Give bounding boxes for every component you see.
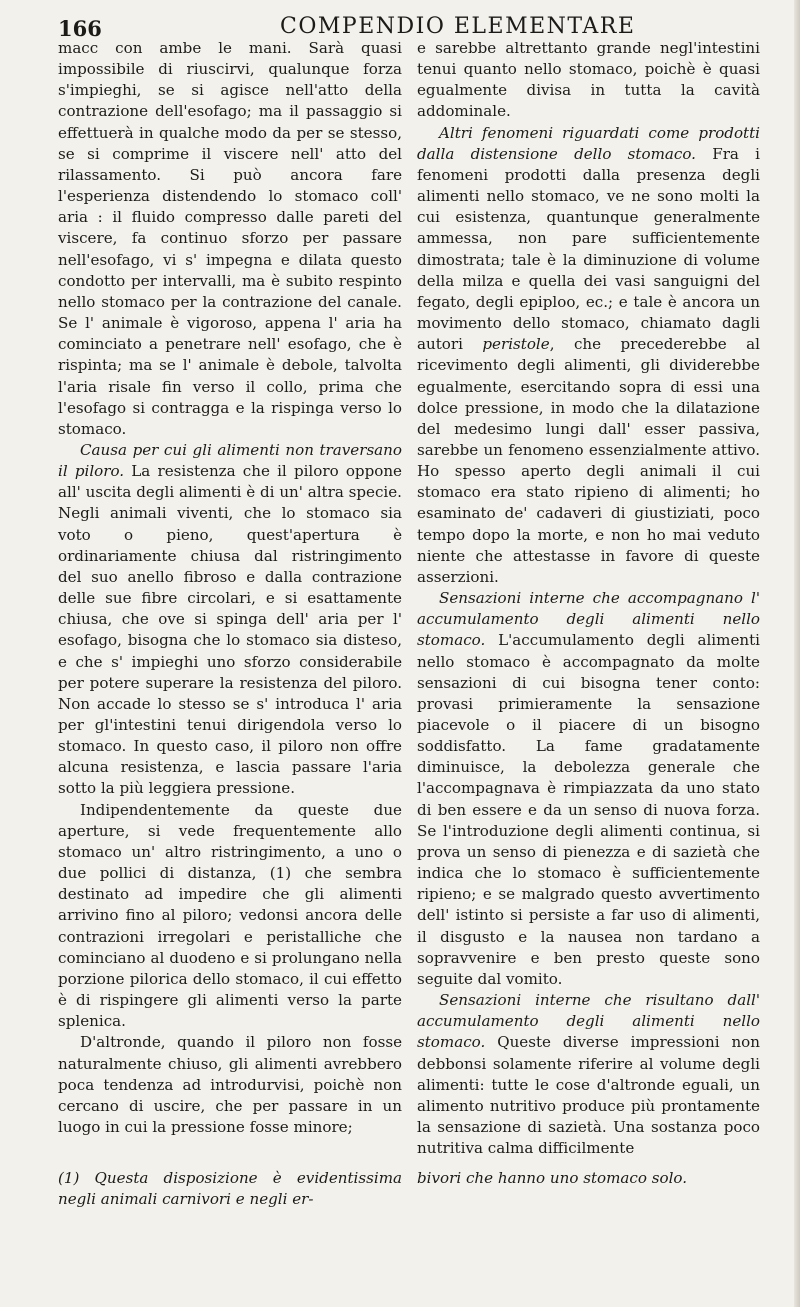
running-title: COMPENDIO ELEMENTARE [280,14,636,39]
paragraph-text: L'accumulamento degli alimenti nello stomaco è accompagnato da molte sensazioni di cui bisogna tener conto: provasi primieramente la sensazione piacevole o il piacere di un bisogno soddisfatto. La fame gradatamente diminuisce, la debolezza generale che l'accompagnava è rimpiazzata da uno stato di ben essere e da un senso di nuova forza. Se l'introduzione degli alimenti continua, si prova un senso di pienezza e di sazietà che indica che lo stomaco è sufficientemente ripieno; e se malgrado questo avvertimento dell' istinto si persiste a far uso di alimenti, il disgusto e la nausea non tardano a sopravvenire e ben presto queste sono seguite dal vomito. [417,631,760,988]
section-heading: Sensazioni interne che accompagnano l' accumulamento degli alimenti nello stomaco. [417,589,760,650]
paragraph [417,990,760,1159]
page-edge [794,0,800,1307]
page-number: 166 [58,16,102,41]
paragraph: Indipendentemente da queste due aperture, si vede frequentemente allo stomaco un' altro ristringimento, a uno o due pollici di distanza, (1) che sembra destinato ad impedire che gli alimenti arrivino fino al piloro; vedonsi ancora delle contrazioni irregolari e peristalliche che cominciano al duodeno e si prolungano nella porzione pilorica dello stomaco, il cui effetto è di rispingere gli alimenti verso la parte splenica. [58,800,402,1031]
paragraph-text: La resistenza che il piloro oppone all' uscita degli alimenti è di un' altra specie. Negli animali viventi, che lo stomaco sia voto o pieno, quest'apertura è ordinariamente chiusa dal ristringimento del suo anello fibroso e dalla contrazione delle sue fibre circolari, e si esattamente chiusa, che ove si spinga dell' aria per l' esofago, bisogna che lo stomaco sia disteso, e che s' impieghi uno sforzo considerabile per potere superare la resistenza del piloro. Non accade lo stesso se s' introduca l' aria per gl'intestini tenui dirigendola verso lo stomaco. In questo caso, il piloro non offre alcuna resistenza, e lascia passare l'aria sotto la più leggiera pressione. [58,462,402,798]
paragraph-text: Fra i fenomeni prodotti dalla presenza degli alimenti nello stomaco, ve ne sono molti la cui esistenza, quantunque generalmente ammessa, non pare sufficientemente dimostrata; tale è la diminuzione di volume della milza e quella dei vasi sanguigni del fegato, degli epiploo, ec.; e tale è ancora un movimento dello stomaco, chiamato dagli autori [417,144,760,354]
paragraph [417,588,760,990]
italic-term: peristole [482,335,550,354]
footnote-1-continued: bivori che hanno uno stomaco solo. [417,1169,688,1187]
right-column [417,38,760,1159]
footnote-1: (1) Questa disposizione è evidentissima negli animali carnivori e negli er- [58,1169,402,1208]
page-header [58,14,746,40]
paragraph-text: , che precederebbe al ricevimento degli alimenti, gli dividerebbe egualmente, esercitando sopra di essi una dolce pressione, in modo che la dilatazione del medesimo lungi dall' esser passiva, sarebbe un fenomeno essenzialmente attivo. Ho spesso aperto degli animali il cui stomaco era stato ripieno di alimenti; ho esaminato de' cadaveri di giustiziati, poco tempo dopo la morte, e non ho mai veduto niente che attestasse in favore di queste asserzioni. [417,335,760,586]
paragraph: D'altronde, quando il piloro non fosse naturalmente chiuso, gli alimenti avrebbero poca tendenza ad introdurvisi, poichè non cercano di uscire, che per passare in un luogo in cui la pressione fosse minore; [58,1033,402,1136]
paragraph: e sarebbe altrettanto grande negl'intestini tenui quanto nello stomaco, poichè è quasi egualmente divisa in tutta la cavità addominale. [417,39,760,121]
paragraph: macc con ambe le mani. Sarà quasi impossibile di riuscirvi, qualunque forza s'impieghi, se si agisce nell'atto della contrazione dell'esofago; ma il passaggio si effettuerà in qualche modo da per se stesso, se si comprime il viscere nell' atto del rilassamento. Si può ancora fare l'esperienza distendendo lo stomaco coll' aria : il fluido compresso dalle pareti del viscere, fa continuo sforzo per passare nell'esofago, vi s' impegna e dilata questo condotto per intervalli, ma è subito respinto nello stomaco per la contrazione del canale. Se l' animale è vigoroso, appena l' aria ha cominciato a penetrare nell' esofago, che è rispinta; ma se l' animale è debole, talvolta l'aria risale fin verso il collo, prima che l'esofago si contragga e la rispinga verso lo stomaco. [58,39,402,438]
section-heading: Altri fenomeni riguardati come prodotti dalla distensione dello stomaco. [417,123,760,163]
section-heading: Sensazioni interne che risultano dall' accumulamento degli alimenti nello stomaco. [417,991,760,1052]
paragraph-text: Queste diverse impressioni non debbonsi solamente riferire al volume degli alimenti: tutte le cose d'altronde eguali, un alimento nutritivo produce più prontamente la sensazione di sazietà. Una sostanza poco nutritiva calma difficilmente [417,1033,760,1158]
paragraph [58,440,402,800]
left-column [58,38,402,1138]
section-heading: Causa per cui gli alimenti non traversano il piloro. [58,440,402,481]
paragraph [417,123,760,588]
